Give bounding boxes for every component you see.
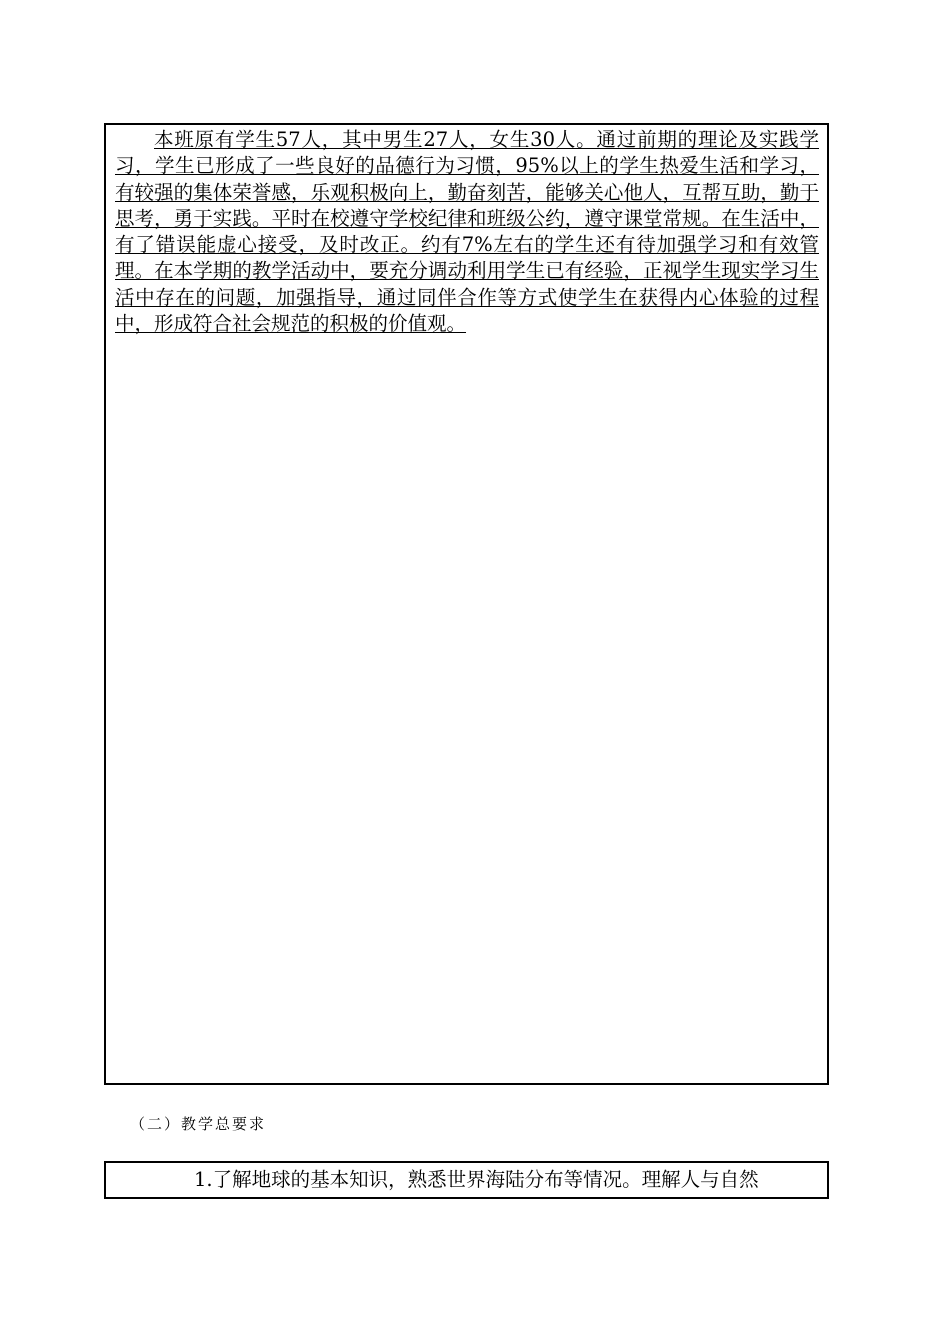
requirement-item-1: 1.了解地球的基本知识，熟悉世界海陆分布等情况。理解人与自然 <box>194 1168 759 1191</box>
requirements-box <box>104 1161 829 1199</box>
student-overview-paragraph <box>115 127 819 337</box>
student-overview-text: 本班原有学生57人，其中男生27人，女生30人。通过前期的理论及实践学习，学生已形成了一些良好的品德行为习惯，95%以上的学生热爱生活和学习，有较强的集体荣誉感，乐观积极向上，勤奋刻苦，能够关心他人，互帮互助，勤于思考，勇于实践。平时在校遵守学校纪律和班级公约，遵守课堂常规。在生活中，有了错误能虚心接受，及时改正。约有7%左右的学生还有待加强学习和有效管理。在本学期的教学活动中，要充分调动利用学生已有经验，正视学生现实学习生活中存在的问题，加强指导，通过同伴合作等方式使学生在获得内心体验的过程中，形成符合社会规范的积极的价值观。 <box>115 128 819 336</box>
student-overview-box <box>104 123 829 1085</box>
section-heading-teaching-requirements: （二）教学总要求 <box>130 1115 267 1133</box>
